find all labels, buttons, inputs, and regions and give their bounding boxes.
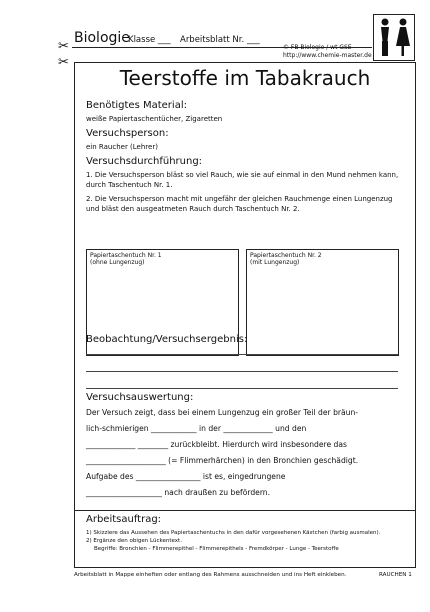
page-title: Teerstoffe im Tabakrauch xyxy=(119,66,371,90)
header-sheet-field: Arbeitsblatt Nr. ___ xyxy=(180,35,260,45)
task-heading: Arbeitsauftrag: xyxy=(86,514,162,525)
task-item-1: 1) Skizziere das Aussehen des Papiertaschentuchs in den dafür vorgesehenen Kästchen (farbig ausmalen). xyxy=(86,530,381,536)
evaluation-heading: Versuchsauswertung: xyxy=(86,392,194,403)
task-divider xyxy=(74,510,416,511)
procedure-step-1: 1. Die Versuchsperson bläst so viel Rauch, wie sie auf einmal in den Mund nehmen kann, durch Taschentuch Nr. 1. xyxy=(86,171,399,189)
answer-line[interactable] xyxy=(86,388,398,389)
person-heading: Versuchsperson: xyxy=(86,128,169,139)
observation-heading: Beobachtung/Versuchsergebnis: xyxy=(86,334,248,345)
footer-instruction: Arbeitsblatt in Mappe einheften oder entlang des Rahmens ausschneiden und ins Heft einkleben. xyxy=(74,572,347,578)
tissue-box-1-label: Papiertaschentuch Nr. 1 xyxy=(90,252,162,259)
tissue-box-2-note: (mit Lungenzug) xyxy=(250,259,300,266)
scissors-icon: ✂ xyxy=(58,39,69,54)
tissue-box-2[interactable] xyxy=(246,249,399,356)
evaluation-line: lich-schmierigen ____________ in der _____________ und den xyxy=(86,424,307,433)
person-text: ein Raucher (Lehrer) xyxy=(86,143,158,151)
material-heading: Benötigtes Material: xyxy=(86,100,187,111)
header-logo-box xyxy=(373,14,415,61)
procedure-step-2: 2. Die Versuchsperson macht mit ungefähr der gleichen Rauchmenge einen Lungenzug und bläst den ausgeatmeten Rauch durch Taschentuch Nr. 2. xyxy=(86,195,393,213)
answer-line[interactable] xyxy=(86,371,398,372)
evaluation-line: _____________ ________ zurückbleibt. Hierdurch wird insbesondere das xyxy=(86,440,347,449)
header-url: http://www.chemie-master.de xyxy=(283,52,372,59)
tissue-box-1-note: (ohne Lungenzug) xyxy=(90,259,145,266)
footer-sheet-id: RAUCHEN 1 xyxy=(379,572,412,578)
header-class-field: Klasse ___ xyxy=(128,35,171,45)
task-terms: Begriffe: Bronchien - Flimmerepithel - Flimmerepithels - Fremdkörper - Lunge - Teerstoffe xyxy=(94,546,339,552)
evaluation-line: Aufgabe des _________________ ist es, eingedrungene xyxy=(86,472,286,481)
procedure-heading: Versuchsdurchführung: xyxy=(86,156,203,167)
header-copyright: © FB Biologie / wt GSE xyxy=(283,44,352,51)
evaluation-line: Der Versuch zeigt, dass bei einem Lungenzug ein großer Teil der bräun- xyxy=(86,408,359,417)
material-text: weiße Papiertaschentücher, Zigaretten xyxy=(86,115,223,123)
tissue-box-2-label: Papiertaschentuch Nr. 2 xyxy=(250,252,322,259)
header-subject: Biologie xyxy=(74,30,130,46)
evaluation-line: ____________________ nach draußen zu befördern. xyxy=(86,488,271,497)
man-woman-icon xyxy=(374,15,414,60)
task-item-2: 2) Ergänze den obigen Lückentext. xyxy=(86,538,182,544)
scissors-icon: ✂ xyxy=(58,55,69,70)
answer-line[interactable] xyxy=(86,354,398,355)
evaluation-line: _____________________ (= Flimmerhärchen) in den Bronchien geschädigt. xyxy=(86,456,359,465)
